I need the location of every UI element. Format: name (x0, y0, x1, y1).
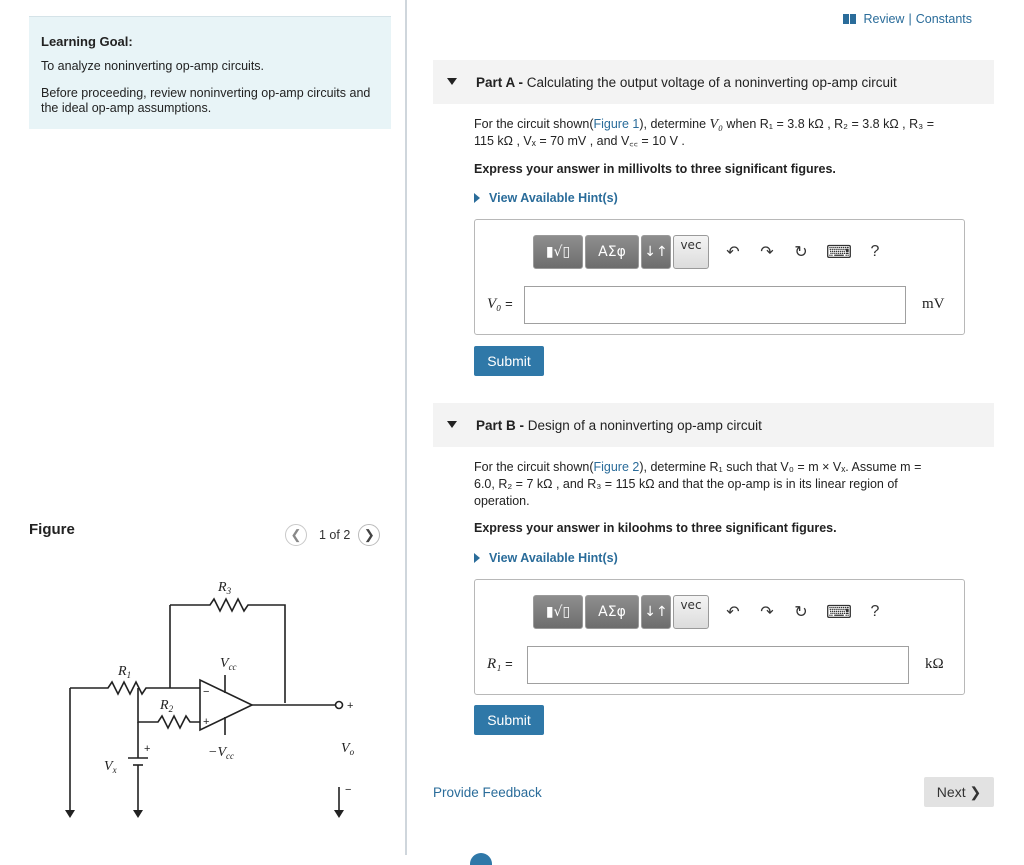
undo-icon[interactable]: ↶ (726, 604, 740, 621)
templates-button[interactable]: ▮√▯ (533, 235, 583, 269)
neg-vcc-label: $-V_{cc}$ (208, 745, 234, 761)
r2-label: $R_2$ (160, 698, 174, 714)
greek-symbols-button[interactable]: ΑΣφ (585, 235, 639, 269)
subscript-button[interactable]: ↓↑ (641, 235, 671, 269)
vo-label: $V_o$ (341, 741, 355, 757)
expand-arrow-icon (474, 553, 480, 563)
part-a-submit-button[interactable]: Submit (474, 346, 544, 376)
part-a-answer-input[interactable] (524, 286, 906, 324)
reset-icon[interactable]: ↻ (794, 604, 808, 621)
subscript-button[interactable]: ↓↑ (641, 595, 671, 629)
keyboard-icon[interactable]: ⌨ (826, 241, 852, 262)
next-figure-button[interactable]: ❯ (358, 524, 380, 546)
redo-icon[interactable]: ↷ (760, 604, 774, 621)
collapse-triangle-icon[interactable] (447, 78, 457, 85)
part-a-title: Calculating the output voltage of a noninverting op-amp circuit (526, 75, 897, 90)
book-icon (843, 14, 857, 24)
link-separator: | (908, 12, 912, 26)
reset-icon[interactable]: ↻ (794, 244, 808, 261)
figure-page-count: 1 of 2 (319, 528, 351, 542)
part-b-answer-box (474, 579, 965, 695)
out-minus: − (345, 784, 352, 796)
r3-label: $R_3$ (218, 580, 232, 596)
undo-icon[interactable]: ↶ (726, 244, 740, 261)
part-b-express: Express your answer in kiloohms to three significant figures. (474, 521, 837, 535)
part-a-unit: mV (922, 296, 945, 312)
learning-goal-text: To analyze noninverting op-amp circuits. (41, 59, 265, 73)
r1-label: $R_1$ (118, 664, 132, 680)
part-a-header[interactable] (433, 60, 994, 104)
part-b-submit-button[interactable]: Submit (474, 705, 544, 735)
figure-pager (285, 524, 380, 546)
review-link[interactable]: Review (863, 12, 905, 26)
part-b-answer-label: R₁ = (487, 656, 513, 672)
greek-symbols-button[interactable]: ΑΣφ (585, 595, 639, 629)
help-icon[interactable]: ? (870, 243, 880, 260)
next-button[interactable]: Next ❯ (924, 777, 994, 807)
part-b-label: Part B - (476, 418, 525, 433)
learning-goal-panel (29, 16, 391, 129)
part-b-unit: kΩ (925, 656, 944, 672)
part-a-answer-label: V₀ = (487, 296, 513, 312)
opamp-plus: + (203, 716, 210, 728)
vector-button[interactable]: vec (673, 235, 709, 269)
scroll-indicator[interactable] (470, 853, 492, 865)
vx-label: $V_x$ (104, 759, 117, 775)
prev-figure-button[interactable]: ❮ (285, 524, 307, 546)
part-b-header[interactable] (433, 403, 994, 447)
out-plus: + (347, 700, 354, 712)
templates-button[interactable]: ▮√▯ (533, 595, 583, 629)
redo-icon[interactable]: ↷ (760, 244, 774, 261)
part-a-hint-toggle[interactable]: View Available Hint(s) (474, 191, 618, 205)
part-a-answer-box (474, 219, 965, 335)
part-b-answer-input[interactable] (527, 646, 909, 684)
part-b-title: Design of a noninverting op-amp circuit (527, 418, 762, 433)
pane-divider[interactable] (405, 0, 407, 855)
review-constants-links (843, 12, 972, 26)
learning-goal-title: Learning Goal: (41, 34, 133, 49)
part-a-question: For the circuit shown(Figure 1), determine V₀ when R₁ = 3.8 kΩ , R₂ = 3.8 kΩ , R₃ = 115 kΩ , Vₓ = 70 mV , and V꜀꜀ = 10 V . (474, 117, 935, 148)
constants-link[interactable]: Constants (915, 12, 972, 26)
figure-title: Figure (29, 521, 75, 538)
vcc-label: $V_{cc}$ (220, 656, 237, 672)
help-icon[interactable]: ? (870, 603, 880, 620)
part-a-express: Express your answer in millivolts to three significant figures. (474, 162, 836, 176)
circuit-diagram (60, 575, 370, 830)
part-a-label: Part A - (476, 75, 524, 90)
collapse-triangle-icon[interactable] (447, 421, 457, 428)
provide-feedback-link[interactable]: Provide Feedback (433, 785, 542, 800)
figure-2-link[interactable]: Figure 2 (593, 460, 640, 474)
keyboard-icon[interactable]: ⌨ (826, 601, 852, 622)
vector-button[interactable]: vec (673, 595, 709, 629)
part-b-hint-toggle[interactable]: View Available Hint(s) (474, 551, 618, 565)
opamp-minus: − (203, 686, 210, 698)
part-b-question: For the circuit shown(Figure 2), determine R₁ such that V₀ = m × Vₓ. Assume m = 6.0, R₂ = 7 kΩ , and R₃ = 115 kΩ and that the op-amp is in its linear region of operation. (474, 460, 922, 508)
figure-1-link[interactable]: Figure 1 (593, 117, 640, 131)
expand-arrow-icon (474, 193, 480, 203)
learning-goal-text-2: Before proceeding, review noninverting op-amp circuits and the ideal op-amp assumptions. (41, 86, 371, 115)
src-plus: + (144, 743, 151, 755)
